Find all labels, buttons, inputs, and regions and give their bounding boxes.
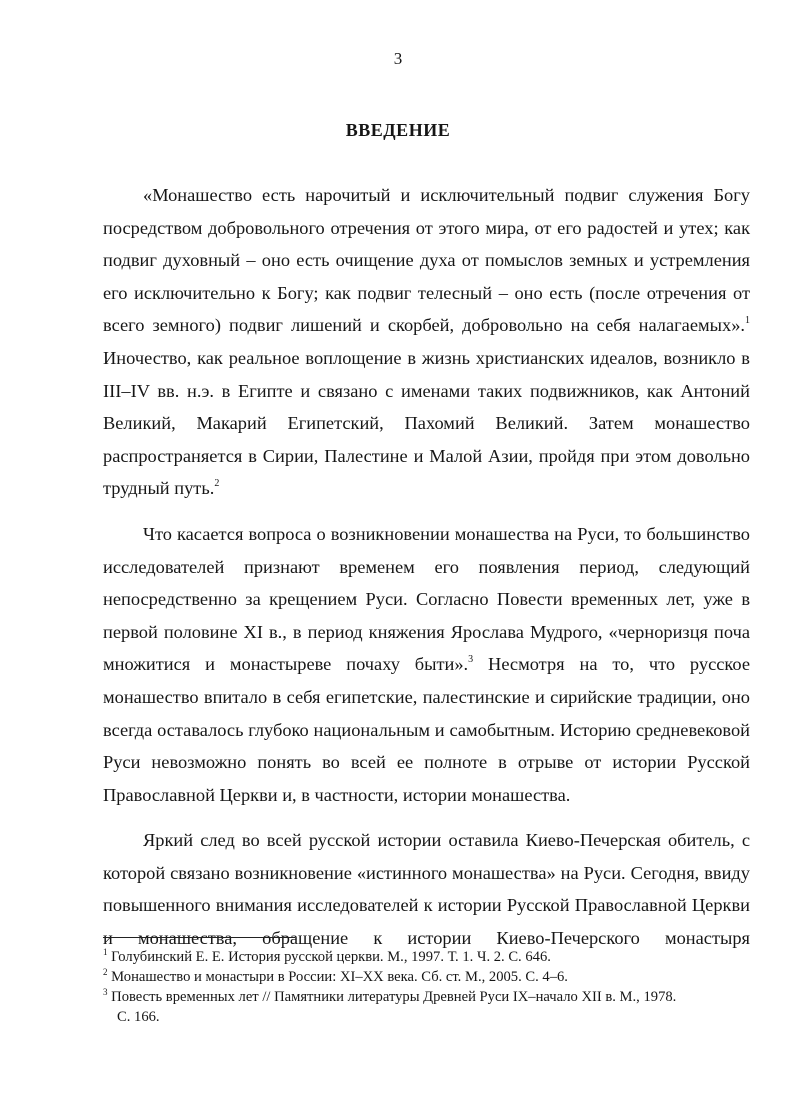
page-number: 3 [393,49,403,68]
footnote-text: Повесть временных лет // Памятники литературы Древней Руси IX–начало XII в. М., 1978. [111,989,677,1005]
footnote-ref: 2 [214,478,220,490]
footnote-divider [103,937,295,938]
footnotes [103,947,755,1027]
paragraph-1 [103,179,750,505]
footnote-mark: 3 [103,987,108,997]
paragraph-text: Что касается вопроса о возникновении монашества на Руси, то большинство исследователей признают временем его появления период, следующий непосредственно за крещением Руси. Согласно Повести временных лет, уже в первой половине XI в., в период княжения Ярослава Мудрого, «черноризця поча множитися и монастыреве почаху быти». [103,523,750,675]
paragraph-2 [103,518,750,811]
paragraph-text: Яркий след во всей русской истории оставила Киево-Печерская обитель, с которой связано возникновение «истинного монашества» на Руси. Сегодня, ввиду повышенного внимания исследователей к истории Русской Православной Церкви и монашества, обращение к истории Киево-Печерского монастыря [103,830,750,949]
paragraph-text: Иночество, как реальное воплощение в жизнь христианских идеалов, возникло в III–IV вв. н.э. в Египте и связано с именами таких подвижников, как Антоний Великий, Макарий Египетский, Пахомий Великий. Затем монашество распространяется в Сирии, Палестине и Малой Азии, пройдя при этом довольно трудный путь. [103,347,750,499]
footnote-mark: 2 [103,967,108,977]
body-text [103,179,750,968]
footnote-3 [103,987,755,1007]
footnote-ref: 1 [745,315,750,327]
paragraph-text: «Монашество есть нарочитый и исключительный подвиг служения Богу посредством добровольного отречения от этого мира, от его радостей и утех; как подвиг духовный – оно есть очищение духа от помыслов земных и устремления его исключительно к Богу; как подвиг телесный – оно есть (после отречения от всего земного) подвиг лишений и скорбей, добровольно на себя налагаемых». [103,185,750,336]
footnote-3-continuation: С. 166. [117,1009,160,1025]
footnote-1 [103,947,755,967]
footnote-text: Монашество и монастыри в России: XI–XX века. Сб. ст. М., 2005. С. 4–6. [111,969,568,985]
section-heading: ВВЕДЕНИЕ [345,120,451,140]
footnote-mark: 1 [103,947,108,957]
footnote-2 [103,967,755,987]
footnote-text: Голубинский Е. Е. История русской церкви. М., 1997. Т. 1. Ч. 2. С. 646. [111,949,551,965]
footnote-ref: 3 [468,654,474,666]
paragraph-3 [103,824,750,954]
paragraph-text: Несмотря на то, что русское монашество впитало в себя египетские, палестинские и сирийские традиции, оно всегда оставалось глубоко национальным и самобытным. Историю средневековой Руси невозможно понять во всей ее полноте в отрыве от истории Русской Православной Церкви и, в частности, истории монашества. [103,654,750,805]
